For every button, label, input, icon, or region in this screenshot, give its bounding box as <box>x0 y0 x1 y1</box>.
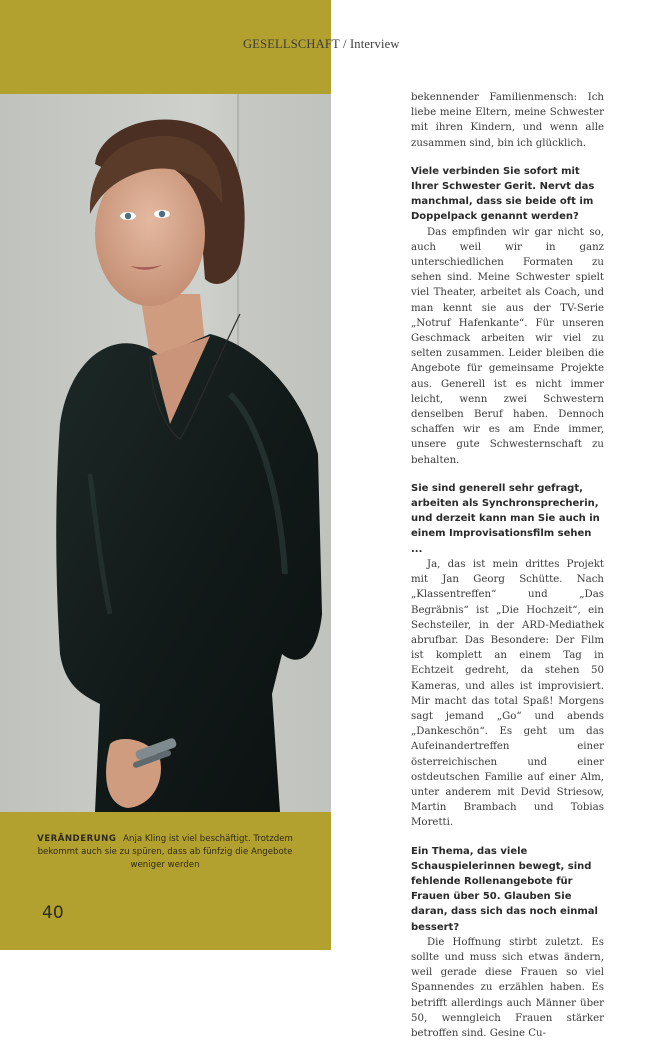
section-header: GESELLSCHAFT / Interview <box>243 37 400 51</box>
photo-caption <box>20 833 310 872</box>
interview-answer: Ja, das ist mein drittes Projekt mit Jan Georg Schütte. Nach „Klassentreffen“ und „Das Begräbnis“ ist „Die Hochzeit“, ein Sechsteiler, in der ARD-Mediathek abrufbar. Das Besondere: Der Film ist komplett an einem Tag in Echtzeit gedreht, da stehen 50 Kameras, und alles ist improvisiert. Mir macht das total Spaß! Morgens sagt jemand „Go“ und abends „Dankeschön“. Es geht um das Aufeinandertreffen einer österreichischen und einer ostdeutschen Familie auf einer Alm, unter anderem mit Devid Striesow, Martin Brambach und Tobias Moretti. <box>411 558 604 829</box>
portrait-illustration <box>0 94 331 812</box>
article-paragraph: bekennender Familienmensch: Ich liebe meine Eltern, meine Schwester mit ihren Kindern, und wenn alle zusammen sind, bin ich glücklich. <box>411 92 604 149</box>
interview-answer: Die Hoffnung stirbt zuletzt. Es sollte und muss sich etwas ändern, weil gerade diese Frauen so viel Spannendes zu erzählen haben. Es betrifft allerdings auch Männer über 50, wenngleich Frauen stärker betroffen sind. Gesine Cu- <box>411 936 604 1039</box>
interview-question: Sie sind generell sehr gefragt, arbeiten als Synchronsprecherin, und derzeit kann man Sie auch in einem Improvisationsfilm sehen ... <box>411 482 600 555</box>
caption-head: VERÄNDERUNG <box>37 834 117 844</box>
interview-question: Ein Thema, das viele Schauspielerinnen bewegt, sind fehlende Rollenangebote für Frauen über 50. Glauben Sie daran, dass sich das noch einmal bessert? <box>411 845 598 933</box>
interview-answer: Das empfinden wir gar nicht so, auch weil wir in ganz unterschiedlichen Formaten zu sehen sind. Meine Schwester spielt viel Theater, arbeitet als Coach, und man kennt sie aus der TV-Serie „Notruf Hafenkante“. Für unseren Geschmack arbeiten wir viel zu selten zusammen. Leider bleiben die Angebote für gemeinsame Projekte aus. Generell ist es nicht immer leicht, wenn zwei Schwestern denselben Beruf haben. Dennoch schaffen wir es am Ende immer, unsere gute Schwesternschaft zu behalten. <box>411 226 604 466</box>
interview-question: Viele verbinden Sie sofort mit Ihrer Schwester Gerit. Nervt das manchmal, dass sie beide oft im Doppelpack genannt werden? <box>411 165 595 223</box>
page-number: 40 <box>42 903 64 923</box>
article-column <box>411 90 604 1041</box>
portrait-photo <box>0 94 331 812</box>
caption-text: Anja Kling ist viel beschäftigt. Trotzdem bekommt auch sie zu spüren, dass ab fünfzig die Angebote weniger werden <box>37 834 293 870</box>
